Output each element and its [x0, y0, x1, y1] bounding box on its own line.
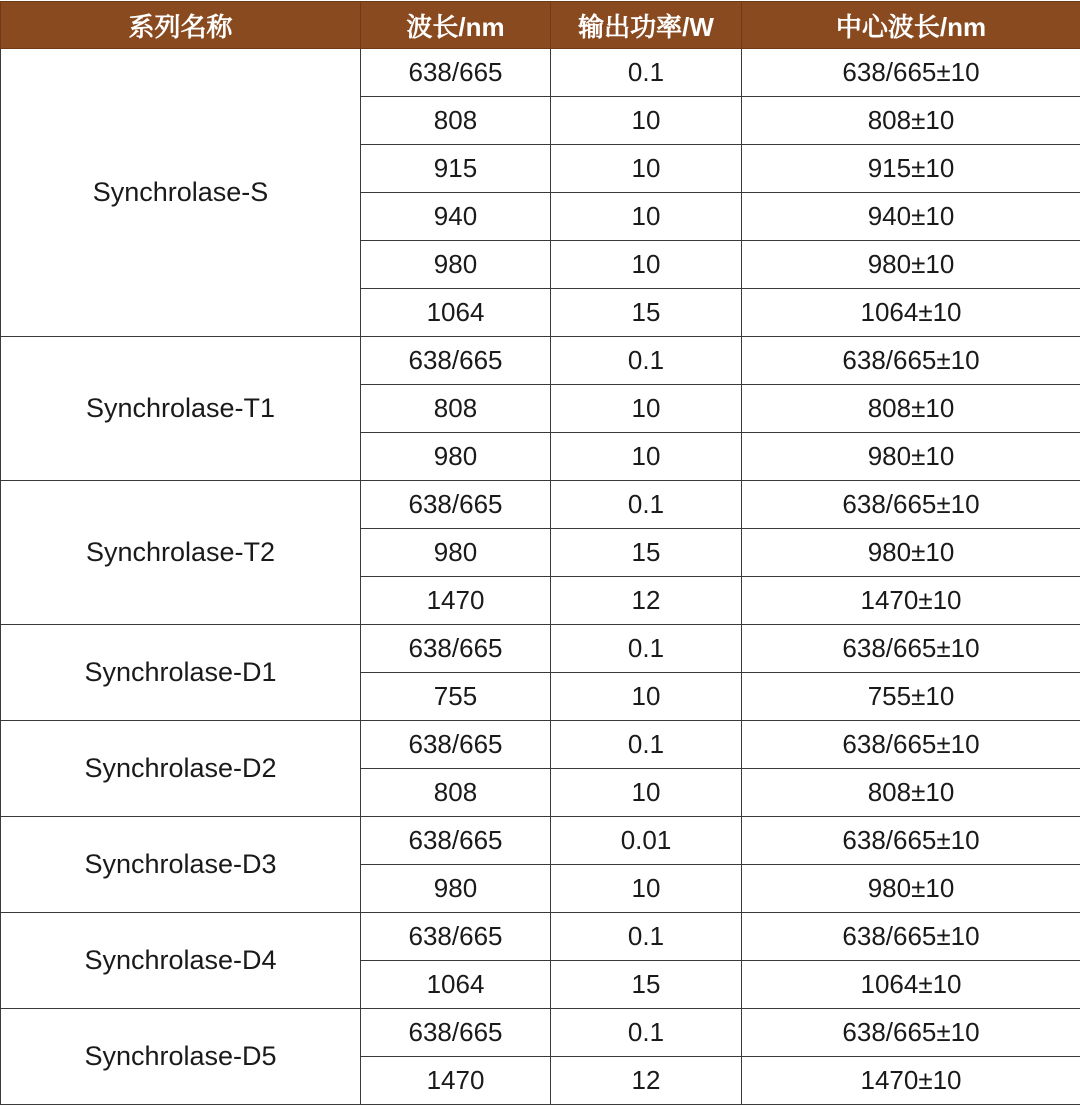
center-wavelength-cell: 638/665±10 [742, 1009, 1080, 1057]
series-name-cell: Synchrolase-D1 [1, 625, 361, 721]
wavelength-cell: 980 [361, 865, 551, 913]
wavelength-cell: 638/665 [361, 625, 551, 673]
output-power-cell: 10 [551, 769, 742, 817]
table-row [1, 481, 1080, 529]
wavelength-cell: 808 [361, 769, 551, 817]
series-name-cell: Synchrolase-T1 [1, 337, 361, 481]
center-wavelength-cell: 1470±10 [742, 577, 1080, 625]
wavelength-cell: 980 [361, 241, 551, 289]
output-power-cell: 10 [551, 385, 742, 433]
table-row [1, 625, 1080, 673]
wavelength-cell: 638/665 [361, 1009, 551, 1057]
table-body [1, 49, 1080, 1105]
center-wavelength-cell: 638/665±10 [742, 913, 1080, 961]
wavelength-cell: 638/665 [361, 481, 551, 529]
wavelength-cell: 638/665 [361, 817, 551, 865]
wavelength-cell: 808 [361, 97, 551, 145]
output-power-cell: 15 [551, 529, 742, 577]
center-wavelength-cell: 638/665±10 [742, 817, 1080, 865]
table-row [1, 49, 1080, 97]
output-power-cell: 0.1 [551, 913, 742, 961]
center-wavelength-cell: 1064±10 [742, 289, 1080, 337]
center-wavelength-cell: 980±10 [742, 529, 1080, 577]
wavelength-cell: 940 [361, 193, 551, 241]
center-wavelength-cell: 638/665±10 [742, 625, 1080, 673]
table-row [1, 913, 1080, 961]
output-power-cell: 0.1 [551, 721, 742, 769]
center-wavelength-cell: 638/665±10 [742, 721, 1080, 769]
header-output-power: 输出功率/W [551, 2, 742, 49]
output-power-cell: 0.1 [551, 1009, 742, 1057]
wavelength-cell: 755 [361, 673, 551, 721]
center-wavelength-cell: 940±10 [742, 193, 1080, 241]
wavelength-cell: 915 [361, 145, 551, 193]
wavelength-cell: 980 [361, 529, 551, 577]
center-wavelength-cell: 808±10 [742, 385, 1080, 433]
output-power-cell: 15 [551, 289, 742, 337]
series-name-cell: Synchrolase-D3 [1, 817, 361, 913]
output-power-cell: 0.1 [551, 625, 742, 673]
center-wavelength-cell: 755±10 [742, 673, 1080, 721]
wavelength-cell: 638/665 [361, 49, 551, 97]
center-wavelength-cell: 638/665±10 [742, 337, 1080, 385]
center-wavelength-cell: 980±10 [742, 241, 1080, 289]
table-row [1, 1009, 1080, 1057]
output-power-cell: 10 [551, 193, 742, 241]
header-center-wavelength: 中心波长/nm [742, 2, 1080, 49]
table-row [1, 721, 1080, 769]
wavelength-cell: 638/665 [361, 913, 551, 961]
laser-spec-table [0, 1, 1080, 1105]
series-name-cell: Synchrolase-D2 [1, 721, 361, 817]
series-name-cell: Synchrolase-D4 [1, 913, 361, 1009]
table-header-row [1, 2, 1080, 49]
center-wavelength-cell: 980±10 [742, 865, 1080, 913]
output-power-cell: 10 [551, 865, 742, 913]
table-row [1, 337, 1080, 385]
table-row [1, 817, 1080, 865]
output-power-cell: 10 [551, 145, 742, 193]
output-power-cell: 0.1 [551, 49, 742, 97]
center-wavelength-cell: 980±10 [742, 433, 1080, 481]
series-name-cell: Synchrolase-T2 [1, 481, 361, 625]
series-name-cell: Synchrolase-S [1, 49, 361, 337]
center-wavelength-cell: 1064±10 [742, 961, 1080, 1009]
output-power-cell: 10 [551, 241, 742, 289]
center-wavelength-cell: 638/665±10 [742, 481, 1080, 529]
header-series-name: 系列名称 [1, 2, 361, 49]
output-power-cell: 10 [551, 433, 742, 481]
wavelength-cell: 1470 [361, 577, 551, 625]
wavelength-cell: 1064 [361, 289, 551, 337]
center-wavelength-cell: 915±10 [742, 145, 1080, 193]
output-power-cell: 10 [551, 673, 742, 721]
output-power-cell: 12 [551, 1057, 742, 1105]
output-power-cell: 0.1 [551, 481, 742, 529]
output-power-cell: 0.01 [551, 817, 742, 865]
wavelength-cell: 638/665 [361, 337, 551, 385]
header-wavelength: 波长/nm [361, 2, 551, 49]
center-wavelength-cell: 808±10 [742, 97, 1080, 145]
output-power-cell: 10 [551, 97, 742, 145]
center-wavelength-cell: 808±10 [742, 769, 1080, 817]
center-wavelength-cell: 638/665±10 [742, 49, 1080, 97]
center-wavelength-cell: 1470±10 [742, 1057, 1080, 1105]
wavelength-cell: 1470 [361, 1057, 551, 1105]
wavelength-cell: 1064 [361, 961, 551, 1009]
wavelength-cell: 980 [361, 433, 551, 481]
wavelength-cell: 808 [361, 385, 551, 433]
output-power-cell: 15 [551, 961, 742, 1009]
series-name-cell: Synchrolase-D5 [1, 1009, 361, 1105]
wavelength-cell: 638/665 [361, 721, 551, 769]
output-power-cell: 12 [551, 577, 742, 625]
output-power-cell: 0.1 [551, 337, 742, 385]
